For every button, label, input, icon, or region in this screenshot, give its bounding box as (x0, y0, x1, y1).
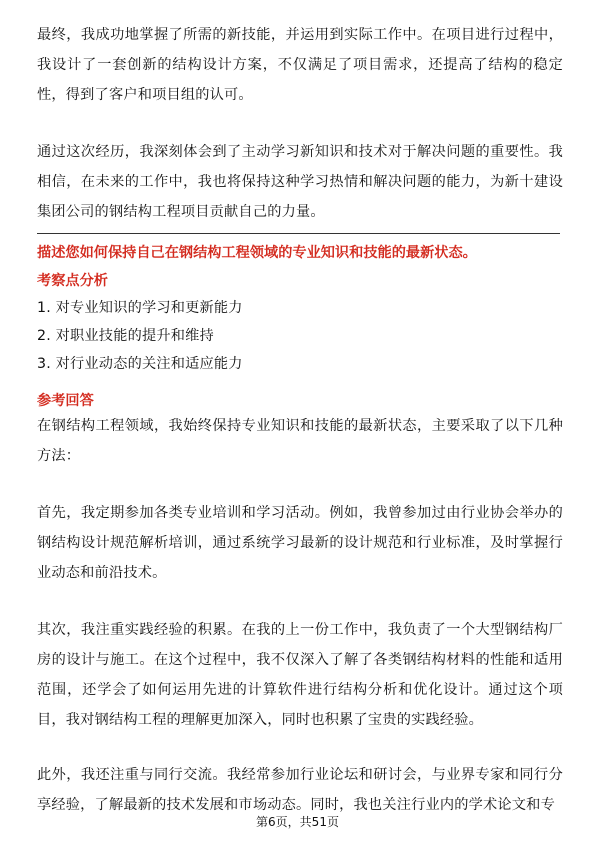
answer-paragraph-2: 首先，我定期参加各类专业培训和学习活动。例如，我曾参加过由行业协会举办的钢结构设计规范解析培训，通过系统学习最新的设计规范和行业标准，及时掌握行业动态和前沿技术。 (37, 505, 563, 581)
question-text: 描述您如何保持自己在钢结构工程领域的专业知识和技能的最新状态。 (37, 245, 477, 261)
answer-paragraph-3: 其次，我注重实践经验的积累。在我的上一份工作中，我负责了一个大型钢结构厂房的设计与施工。在这个过程中，我不仅深入了解了各类钢结构材料的性能和适用范围，还学会了如何运用先进的计算软件进行结构分析和优化设计。通过这个项目，我对钢结构工程的理解更加深入，同时也积累了宝贵的实践经验。 (37, 622, 563, 728)
answer-paragraph-1: 在钢结构工程领域，我始终保持专业知识和技能的最新状态，主要采取了以下几种方法： (37, 418, 563, 464)
answer-paragraph-4: 此外，我还注重与同行交流。我经常参加行业论坛和研讨会，与业界专家和同行分享经验，了解最新的技术发展和市场动态。同时，我也关注行业内的学术论文和专 (37, 767, 563, 813)
analysis-heading: 考察点分析 (37, 273, 108, 289)
answer-heading: 参考回答 (37, 393, 94, 409)
analysis-point: 1. 对专业知识的学习和更新能力 (37, 300, 243, 316)
intro-paragraph-2: 通过这次经历，我深刻体会到了主动学习新知识和技术对于解决问题的重要性。我相信，在未来的工作中，我也将保持这种学习热情和解决问题的能力，为新十建设集团公司的钢结构工程项目贡献自己的力量。 (37, 144, 563, 220)
section-divider (37, 233, 560, 234)
page-number-footer: 第6页，共51页 (256, 815, 339, 829)
analysis-point: 2. 对职业技能的提升和维持 (37, 328, 214, 344)
analysis-point: 3. 对行业动态的关注和适应能力 (37, 356, 243, 372)
intro-paragraph-1: 最终，我成功地掌握了所需的新技能，并运用到实际工作中。在项目进行过程中，我设计了一套创新的结构设计方案，不仅满足了项目需求，还提高了结构的稳定性，得到了客户和项目组的认可。 (37, 27, 563, 103)
